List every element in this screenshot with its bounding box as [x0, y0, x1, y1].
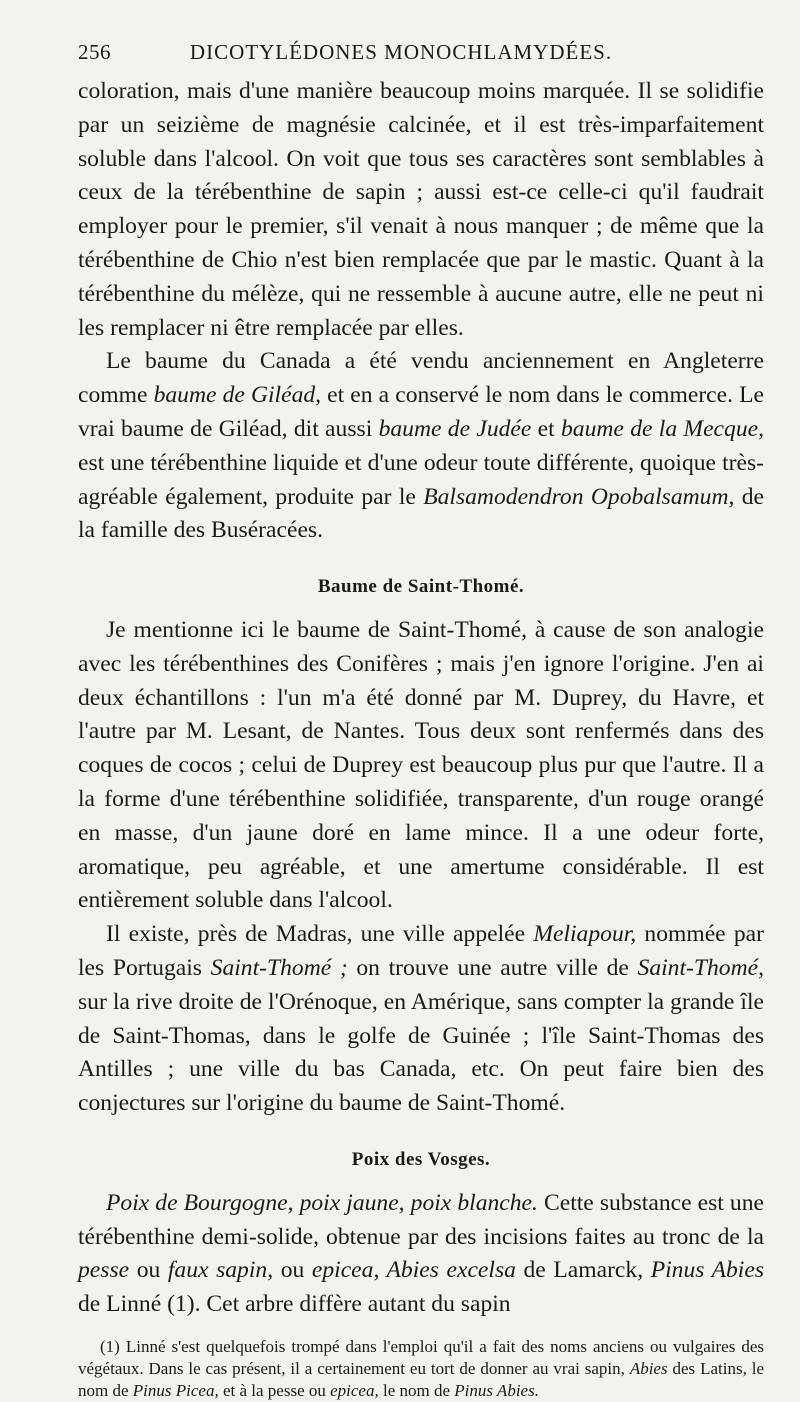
text-run: est une térébenthine liquide et d'une odeur toute différente, quoique très-agréable également, produite par le: [78, 449, 764, 510]
text-run: de Linné (1). Cet arbre diffère autant du sapin: [78, 1291, 511, 1318]
italic-run: baume de Giléad,: [153, 382, 322, 409]
text-run: Cette substance est une térébenthine demi-solide, obtenue par des incisions faites au tronc de la: [78, 1189, 764, 1250]
paragraph-continuation: coloration, mais d'une manière beaucoup moins marquée. Il se solidifie par un seizième de magnésie calcinée, et il est très-imparfaitement soluble dans l'alcool. On voit que tous ses caractères sont semblables à ceux de la térébenthine de sapin ; aussi est-ce celle-ci qu'il faudrait employer pour le premier, s'il venait à nous manquer ; de même que la térébenthine de Chio n'est bien remplacée que par le mastic. Quant à la térébenthine du mélèze, qui ne ressemble à aucune autre, elle ne peut ni les remplacer ni être remplacée par elles.: [78, 78, 764, 341]
footnotes: [78, 1336, 764, 1402]
body-text: [78, 75, 764, 1322]
text-run: de la famille des Buséracées.: [78, 483, 765, 544]
italic-run: baume de la Mecque,: [561, 415, 764, 442]
text-run: (1) Linné s'est quelquefois trompé dans l'emploi qu'il a fait des noms anciens ou vulgaires des végétaux. Dans le cas présent, il a certainement eu tort de donner au vrai sapin,: [78, 1336, 764, 1378]
text-run: Il existe, près de Madras, une ville appelée: [106, 921, 534, 948]
text-run: Le baume du Canada a été vendu anciennement en Angleterre comme: [78, 348, 764, 409]
italic-run: Saint-Thomé,: [637, 954, 765, 981]
paragraph-saint-thome-2: [78, 918, 764, 1121]
text-run: des Latins, le nom de: [78, 1358, 764, 1400]
italic-run: Meliapour,: [533, 921, 637, 948]
text-run: ou: [273, 1257, 312, 1284]
italic-run: Pinus Abies.: [454, 1380, 539, 1400]
italic-run: Pinus Abies: [650, 1257, 765, 1284]
text-run: et en a conservé le nom dans le commerce. Le vrai baume de Giléad, dit aussi: [78, 382, 765, 442]
italic-run: epicea,: [330, 1380, 379, 1400]
italic-run: Abies: [629, 1358, 668, 1378]
page-number: 256: [78, 40, 111, 64]
text-run: de Lamarck,: [515, 1257, 651, 1284]
text-run: nommée par les Portugais: [78, 921, 764, 981]
italic-run: baume de Judée: [378, 415, 532, 442]
running-title: DICOTYLÉDONES MONOCHLAMYDÉES.: [189, 40, 613, 64]
text-run: le nom de: [378, 1380, 455, 1400]
text-run: on trouve une autre ville de: [347, 954, 638, 981]
text-run: sur la rive droite de l'Orénoque, en Amérique, sans compter la grande île de Saint-Thomas, dans le golfe de Guinée ; l'île Saint-Thomas des Antilles ; une ville du bas Canada, etc. On peut faire bien des conjectures sur l'origine du baume de Saint-Thomé.: [78, 988, 764, 1117]
paragraph-saint-thome-1: Je mentionne ici le baume de Saint-Thomé, à cause de son analogie avec les térébenthines des Conifères ; mais j'en ignore l'origine. J'en ai deux échantillons : l'un m'a été donné par M. Duprey, du Havre, et l'autre par M. Lesant, de Nantes. Tous deux sont renfermés dans des coques de cocos ; celui de Duprey est beaucoup plus pur que l'autre. Il a la forme d'une térébenthine solidifiée, transparente, d'un rouge orangé en masse, d'un jaune doré en lame mince. Il a une odeur forte, aromatique, peu agréable, et une amertume considérable. Il est entièrement soluble dans l'alcool.: [78, 616, 764, 914]
paragraph-canada-balsam: [78, 345, 764, 548]
footnote-1: [78, 1336, 764, 1402]
italic-run: Pinus Picea,: [132, 1380, 219, 1400]
text-run: et à la pesse ou: [218, 1380, 331, 1400]
section-title-poix-des-vosges: Poix des Vosges.: [351, 1148, 491, 1170]
paragraph-poix-des-vosges: [78, 1187, 764, 1322]
italic-run: faux sapin,: [167, 1257, 274, 1284]
text-run: ou: [129, 1257, 168, 1284]
section-title-saint-thome: Baume de Saint-Thomé.: [317, 576, 525, 598]
running-head: [78, 40, 764, 65]
italic-run: epicea, Abies excelsa: [311, 1257, 516, 1284]
italic-run: pesse: [78, 1257, 130, 1284]
text-run: et: [531, 415, 561, 442]
italic-run: Saint-Thomé ;: [210, 954, 348, 981]
italic-run: Poix de Bourgogne, poix jaune, poix blanche.: [106, 1189, 538, 1216]
italic-run: Balsamodendron Opobalsamum,: [423, 483, 735, 510]
